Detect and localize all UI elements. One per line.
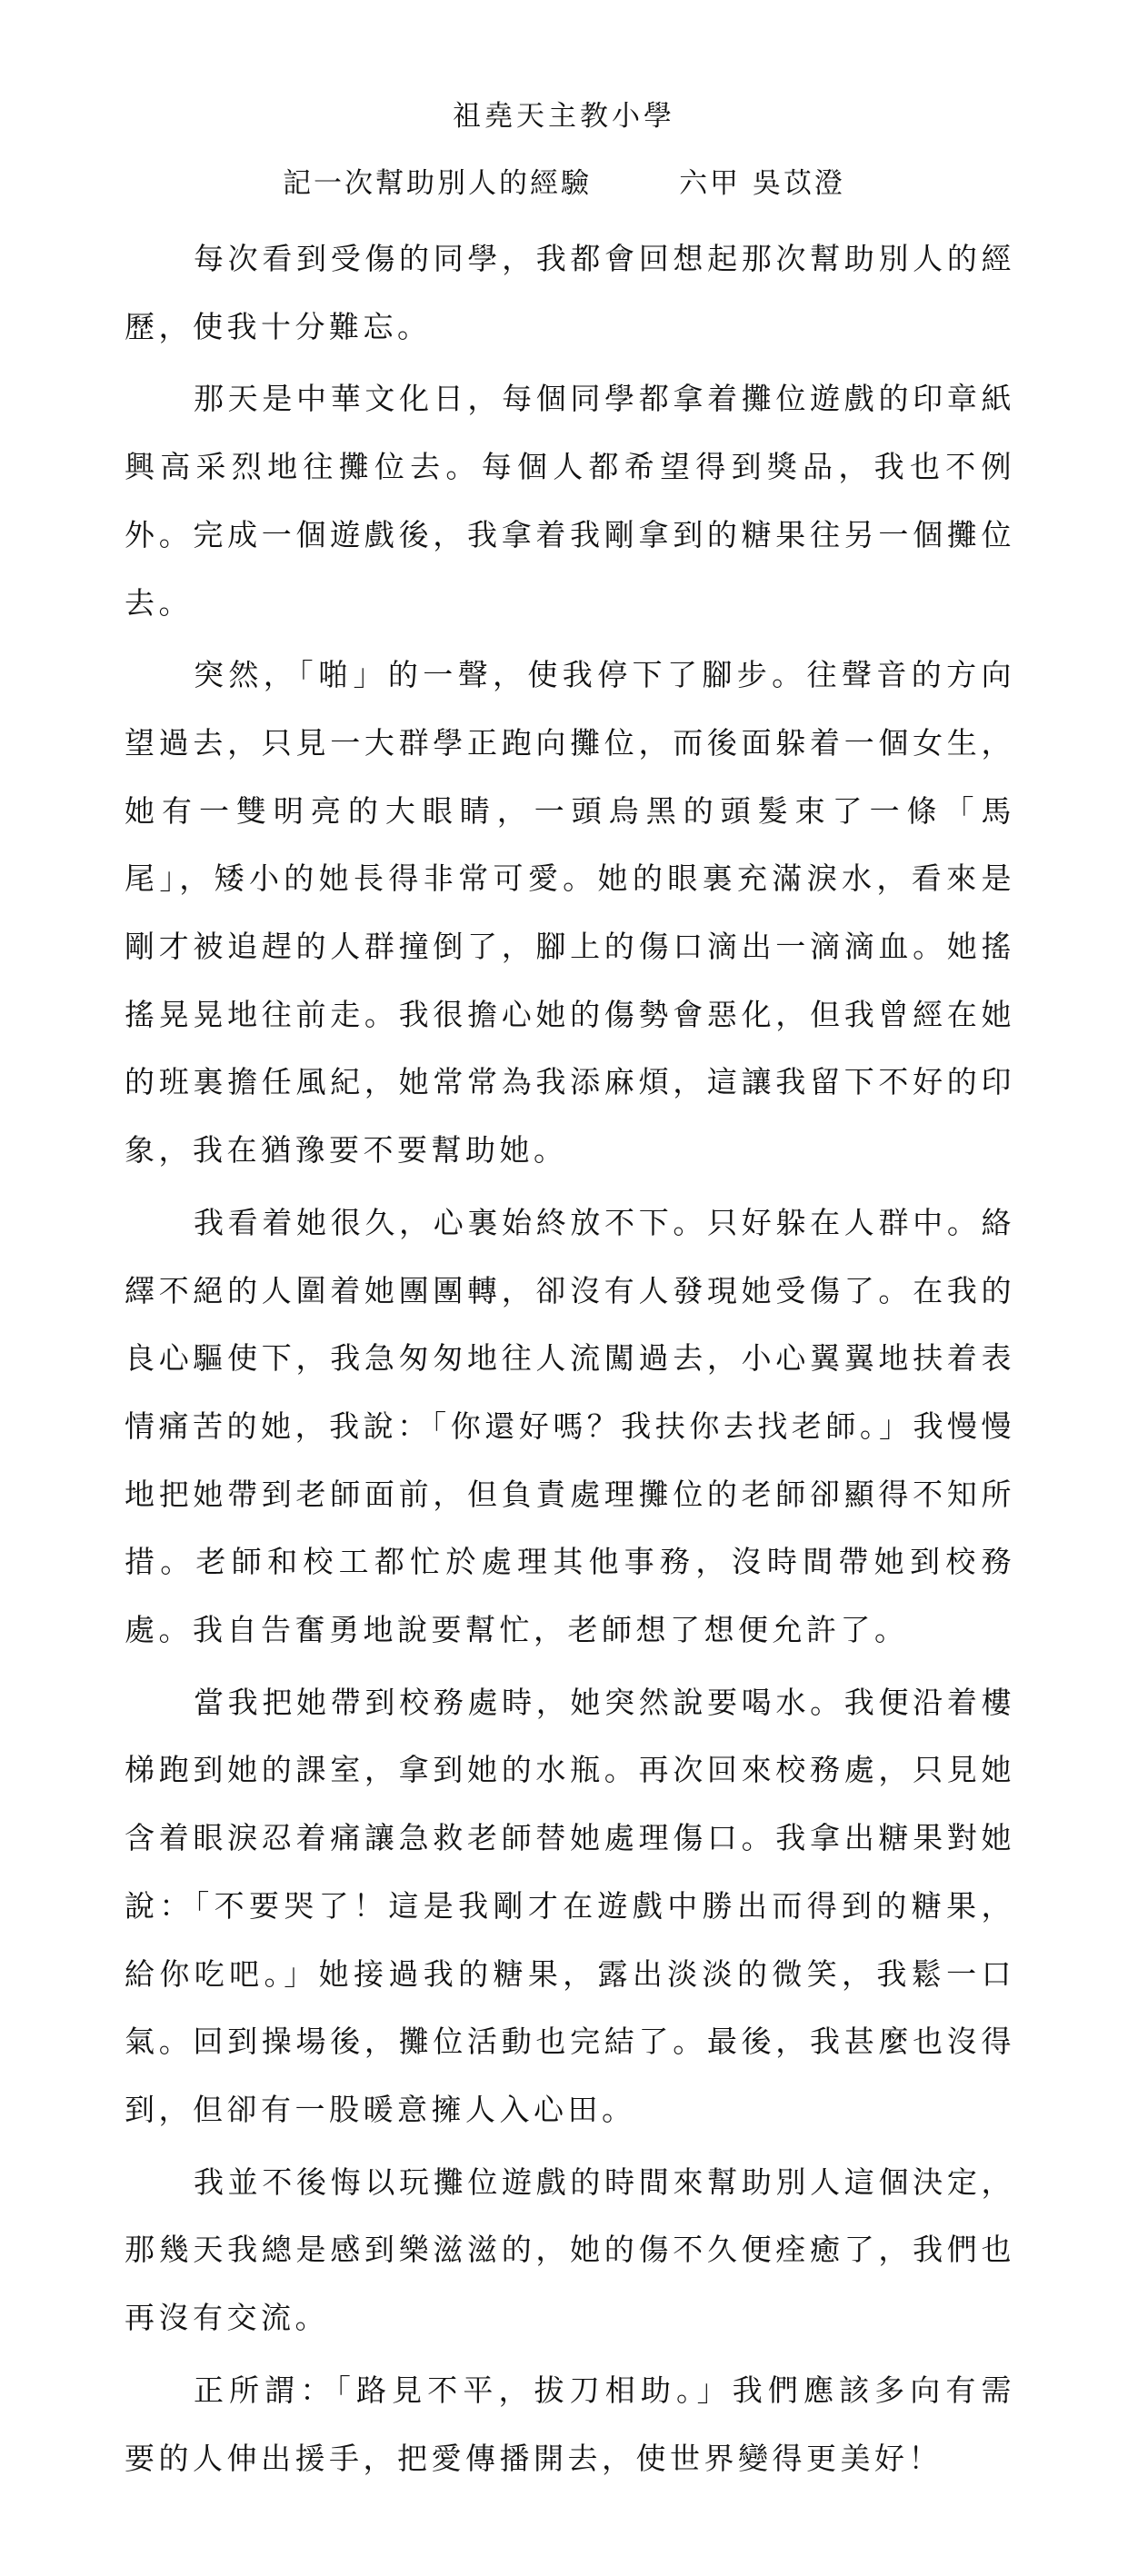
school-name: 祖堯天主教小學 <box>453 100 675 133</box>
paragraph-7: 正所謂：「路見不平，拔刀相助。」我們應該多向有需要的人伸出援手，把愛傳播開去，使世界變得更美好！ <box>125 2372 1015 2476</box>
essay-title: 記一次幫助別人的經驗 <box>283 167 593 200</box>
author-name: 六甲 吳苡澄 <box>679 167 845 200</box>
essay-body <box>125 225 1015 2492</box>
paragraph-5: 當我把她帶到校務處時，她突然說要喝水。我便沿着樓梯跑到她的課室，拿到她的水瓶。再次回來校務處，只見她含着眼淚忍着痛讓急救老師替她處理傷口。我拿出糖果對她說：「不要哭了！這是我剛才在遊戲中勝出而得到的糖果，給你吃吧。」她接過我的糖果，露出淡淡的微笑，我鬆一口氣。回到操場後，攤位活動也完結了。最後，我甚麼也沒得到，但卻有一股暖意擁人入心田。 <box>125 1684 1015 2127</box>
paragraph-6: 我並不後悔以玩攤位遊戲的時間來幫助別人這個決定，那幾天我總是感到樂滋滋的，她的傷不久便痊癒了，我們也再沒有交流。 <box>125 2163 1015 2336</box>
essay-heading <box>0 165 1128 202</box>
paragraph-1: 每次看到受傷的同學，我都會回想起那次幫助別人的經歷，使我十分難忘。 <box>125 241 1015 344</box>
paragraph-2: 那天是中華文化日，每個同學都拿着攤位遊戲的印章紙興高采烈地往攤位去。每個人都希望得到獎品，我也不例外。完成一個遊戲後，我拿着我剛拿到的糖果往另一個攤位去。 <box>125 381 1015 621</box>
paragraph-3: 突然，「啪」的一聲，使我停下了腳步。往聲音的方向望過去，只見一大群學正跑向攤位，而後面躲着一個女生，她有一雙明亮的大眼睛，一頭烏黑的頭髮束了一條「馬尾」，矮小的她長得非常可愛。她的眼裏充滿淚水，看來是剛才被追趕的人群撞倒了，腳上的傷口滴出一滴滴血。她搖搖晃晃地往前走。我很擔心她的傷勢會惡化，但我曾經在她的班裏擔任風紀，她常常為我添麻煩，這讓我留下不好的印象，我在猶豫要不要幫助她。 <box>125 657 1015 1169</box>
paragraph-4: 我看着她很久，心裏始終放不下。只好躲在人群中。絡繹不絕的人圍着她團團轉，卻沒有人發現她受傷了。在我的良心驅使下，我急匆匆地往人流闖過去，小心翼翼地扶着表情痛苦的她，我說：「你還好嗎？我扶你去找老師。」我慢慢地把她帶到老師面前，但負責處理攤位的老師卻顯得不知所措。老師和校工都忙於處理其他事務，沒時間帶她到校務處。我自告奮勇地說要幫忙，老師想了想便允許了。 <box>125 1204 1015 1648</box>
